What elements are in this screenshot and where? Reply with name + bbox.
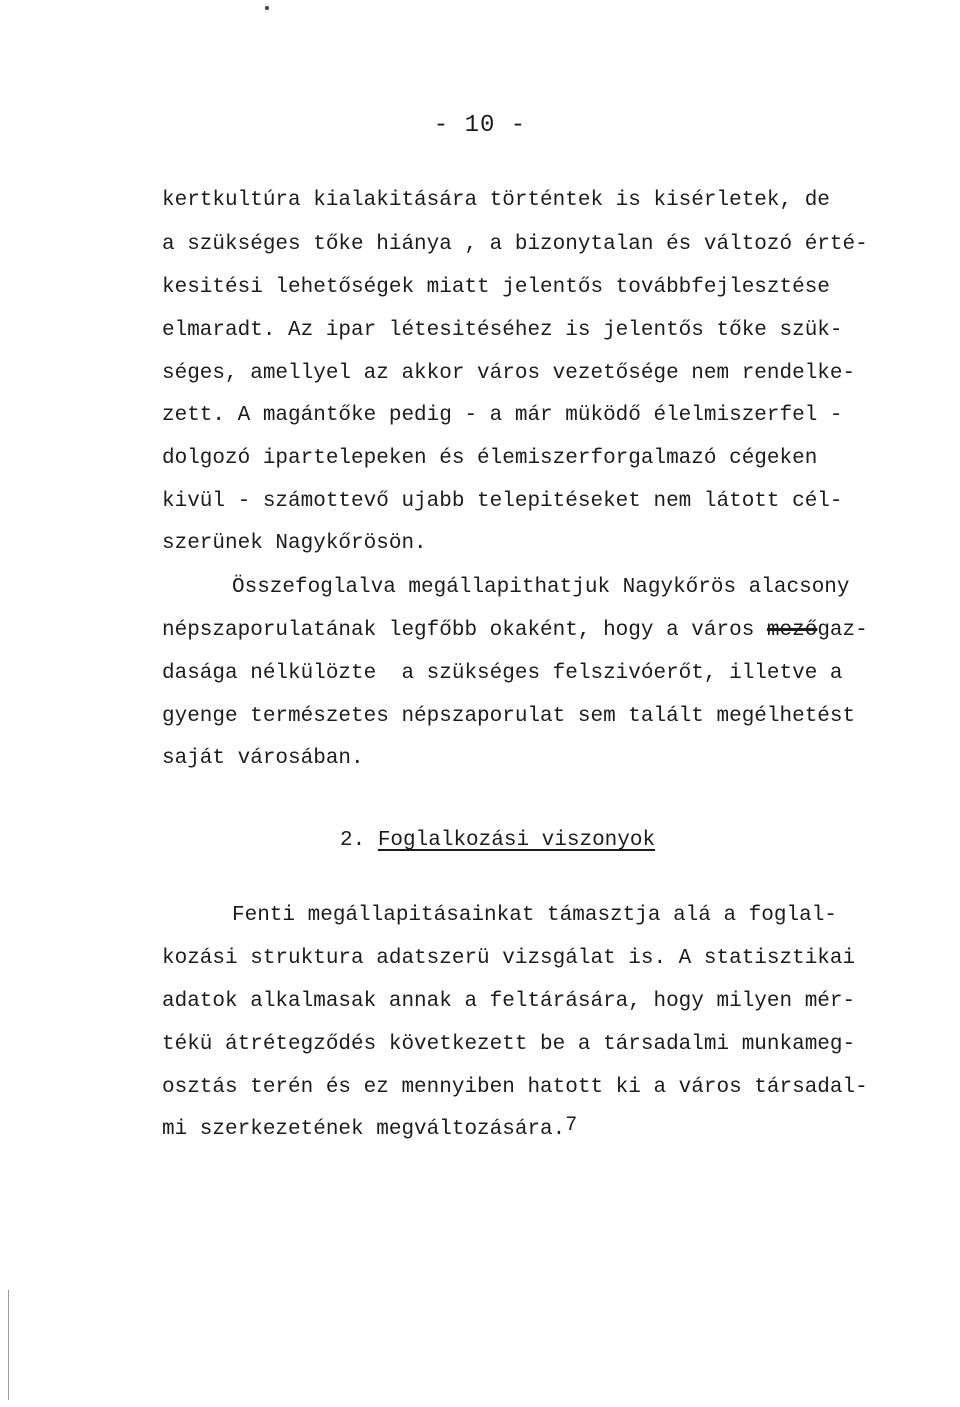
text-line: adatok alkalmasak annak a feltárására, hogy milyen mér- <box>162 990 856 1013</box>
section-heading <box>340 828 655 854</box>
text-segment: népszaporulatának legfőbb okaként, hogy a város <box>162 619 767 642</box>
scan-speck <box>265 6 269 10</box>
text-line: kesitési lehetőségek miatt jelentős továbbfejlesztése <box>162 276 830 299</box>
text-line-indented: Fenti megállapitásainkat támasztja alá a foglal- <box>232 904 837 927</box>
section-title: Foglalkozási viszonyok <box>377 829 656 852</box>
text-segment: mi szerkezetének megváltozására. <box>162 1118 566 1141</box>
text-line: kertkultúra kialakitására történtek is kisérletek, de <box>162 189 830 212</box>
text-line: a szükséges tőke hiánya , a bizonytalan és változó érté- <box>162 233 868 256</box>
text-line: dolgozó ipartelepeken és élemiszerforgalmazó cégeken <box>162 447 818 470</box>
text-line: saját városában. <box>162 747 364 770</box>
text-line: osztás terén és ez mennyiben hatott ki a város társadal- <box>162 1076 868 1099</box>
text-line: séges, amellyel az akkor város vezetősége nem rendelke- <box>162 362 856 385</box>
text-line-with-strikeout <box>162 618 868 644</box>
page-number: - 10 - <box>433 112 527 139</box>
text-line-indented: Összefoglalva megállapithatjuk Nagykőrös alacsony <box>232 576 850 599</box>
text-line: tékü átrétegződés következett be a társadalmi munkameg- <box>162 1033 856 1056</box>
text-line: gyenge természetes népszaporulat sem talált megélhetést <box>162 705 856 728</box>
text-line: kozási struktura adatszerü vizsgálat is. A statisztikai <box>162 947 856 970</box>
section-number: 2. <box>340 829 366 852</box>
text-segment: gaz- <box>817 619 868 642</box>
text-line: elmaradt. Az ipar létesitéséhez is jelentős tőke szük- <box>162 319 843 342</box>
text-line-last <box>162 1114 578 1143</box>
footnote-reference: 7 <box>565 1114 578 1137</box>
text-line: kivül - számottevő ujabb telepitéseket nem látott cél- <box>162 490 843 513</box>
text-line: szerünek Nagykőrösön. <box>162 532 427 555</box>
text-line: dasága nélkülözte a szükséges felszivóerőt, illetve a <box>162 662 843 685</box>
text-line: zett. A magántőke pedig - a már müködő élelmiszerfel - <box>162 404 843 427</box>
struck-text: mező <box>766 619 818 642</box>
scan-edge-line <box>8 1290 9 1400</box>
